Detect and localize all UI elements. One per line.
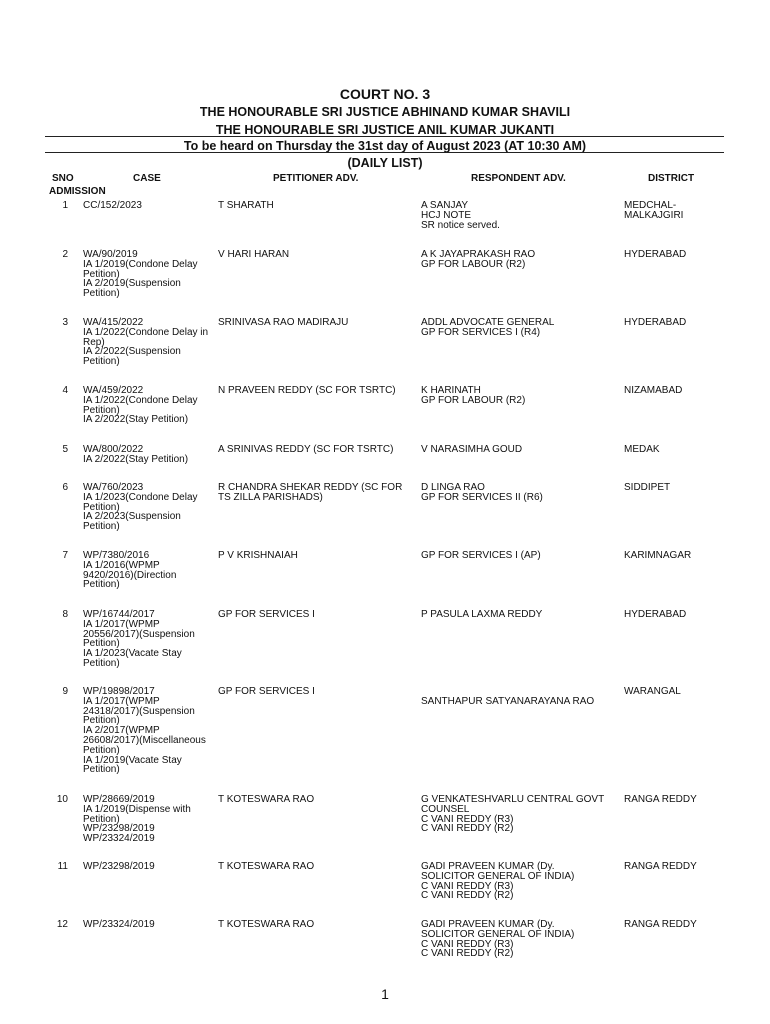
row-respondent-line: SANTHAPUR SATYANARAYANA RAO: [421, 695, 595, 707]
row-case-line: IA 1/2017(WPMP: [83, 618, 160, 630]
row-respondent: [421, 318, 626, 338]
judge-2-name: THE HONOURABLE SRI JUSTICE ANIL KUMAR JUKANTI: [215, 123, 555, 137]
row-case-line: Petition): [83, 404, 120, 416]
row-case-line: Petition): [83, 744, 120, 756]
row-district: [624, 386, 724, 396]
row-sno: 6: [62, 482, 68, 493]
row-respondent-line: C VANI REDDY (R3): [421, 938, 514, 950]
row-petitioner: [218, 610, 416, 620]
row-case-line: WA/415/2022: [83, 317, 144, 328]
row-case: [83, 687, 218, 775]
row-petitioner-line: N PRAVEEN REDDY (SC FOR TSRTC): [218, 385, 396, 396]
row-respondent-line: C VANI REDDY (R3): [421, 880, 514, 892]
row-petitioner: [218, 483, 416, 503]
row-respondent: [421, 795, 626, 834]
page-number: 1: [381, 986, 389, 1002]
row-case-line: WP/28669/2019: [83, 794, 155, 805]
row-case: [83, 386, 218, 425]
row-case-line: Petition): [83, 657, 120, 669]
section-heading: ADMISSION: [49, 186, 106, 197]
row-petitioner: [218, 386, 416, 396]
row-respondent-line: COUNSEL: [421, 803, 470, 815]
row-respondent: [421, 920, 626, 959]
row-case-line: 20556/2017)(Suspension: [83, 628, 195, 640]
row-sno: 12: [56, 919, 68, 930]
row-district-line: MALKAJGIRI: [624, 209, 684, 221]
row-district-line: RANGA REDDY: [624, 794, 697, 805]
row-respondent-line: C VANI REDDY (R2): [421, 890, 514, 902]
row-petitioner: [218, 445, 416, 455]
row-respondent-line: G VENKATESHVARLU CENTRAL GOVT: [421, 794, 605, 805]
row-case-line: Petition): [83, 638, 120, 650]
row-sno: 10: [56, 794, 68, 805]
row-respondent-line: ADDL ADVOCATE GENERAL: [421, 317, 555, 328]
row-case-line: Petition): [83, 268, 120, 280]
row-case-line: WA/760/2023: [83, 482, 144, 493]
row-district-line: RANGA REDDY: [624, 919, 697, 930]
row-case-line: IA 1/2022(Condone Delay: [83, 394, 198, 406]
row-district-line: HYDERABAD: [624, 609, 687, 620]
row-case-line: IA 1/2017(WPMP: [83, 695, 160, 707]
row-sno: 2: [62, 249, 68, 260]
row-petitioner-line: A SRINIVAS REDDY (SC FOR TSRTC): [218, 444, 394, 455]
row-case: [83, 862, 218, 872]
row-case: [83, 483, 218, 532]
row-case-line: WP/23298/2019: [83, 823, 155, 835]
row-respondent-line: P PASULA LAXMA REDDY: [421, 609, 543, 620]
row-district: [624, 250, 724, 260]
row-petitioner-line: T SHARATH: [218, 200, 274, 211]
row-petitioner: [218, 687, 416, 697]
row-case-line: IA 1/2022(Condone Delay in: [83, 326, 209, 338]
row-respondent-line: C VANI REDDY (R2): [421, 823, 514, 835]
row-case-line: IA 1/2023(Condone Delay: [83, 491, 198, 503]
row-case-line: WP/7380/2016: [83, 550, 150, 561]
row-petitioner-line: GP FOR SERVICES I: [218, 609, 315, 620]
row-district-line: HYDERABAD: [624, 317, 687, 328]
row-case: [83, 610, 218, 669]
row-district: [624, 687, 724, 697]
row-petitioner: [218, 250, 416, 260]
column-header-petitioner: PETITIONER ADV.: [273, 173, 359, 184]
row-case-line: IA 1/2019(Condone Delay: [83, 258, 198, 270]
row-case-line: IA 1/2016(WPMP: [83, 559, 160, 571]
row-district-line: MEDAK: [624, 444, 660, 455]
row-case-line: Petition): [83, 813, 120, 825]
row-case: [83, 795, 218, 844]
row-respondent-line: GP FOR SERVICES I (AP): [421, 550, 541, 561]
court-number: COURT NO. 3: [339, 86, 431, 102]
row-respondent: [421, 483, 626, 503]
row-respondent-line: A K JAYAPRAKASH RAO: [421, 249, 536, 260]
column-header-respondent: RESPONDENT ADV.: [471, 173, 566, 184]
row-sno: 7: [62, 550, 68, 561]
row-respondent: [421, 862, 626, 901]
row-district-line: NIZAMABAD: [624, 385, 683, 396]
row-respondent: [421, 250, 626, 270]
column-header-district: DISTRICT: [648, 173, 695, 184]
row-respondent-line: HCJ NOTE: [421, 209, 471, 221]
row-respondent-line: A SANJAY: [421, 200, 469, 211]
row-case-line: WA/800/2022: [83, 444, 144, 455]
row-respondent-line: GP FOR SERVICES II (R6): [421, 491, 543, 503]
row-case-line: Rep): [83, 336, 105, 348]
row-case-line: WP/23324/2019: [83, 833, 155, 845]
row-respondent: [421, 386, 626, 406]
row-case-line: WA/90/2019: [83, 249, 138, 260]
row-respondent: [421, 687, 626, 707]
row-respondent-line: C VANI REDDY (R3): [421, 813, 514, 825]
row-district: [624, 551, 724, 561]
row-case-line: IA 2/2022(Stay Petition): [83, 453, 189, 465]
row-respondent-line: GP FOR LABOUR (R2): [421, 394, 526, 406]
row-sno: 9: [62, 686, 68, 697]
row-petitioner-line: SRINIVASA RAO MADIRAJU: [218, 317, 349, 328]
row-sno: 4: [62, 385, 68, 396]
row-case-line: 24318/2017)(Suspension: [83, 705, 195, 717]
row-case-line: IA 2/2017(WPMP: [83, 725, 160, 737]
row-petitioner-line: T KOTESWARA RAO: [218, 919, 315, 930]
row-petitioner: [218, 920, 416, 930]
row-respondent-line: GADI PRAVEEN KUMAR (Dy.: [421, 861, 555, 872]
row-district-line: SIDDIPET: [624, 482, 671, 493]
hearing-schedule: To be heard on Thursday the 31st day of August 2023 (AT 10:30 AM): [183, 139, 587, 153]
row-petitioner-line: GP FOR SERVICES I: [218, 686, 315, 697]
row-respondent-line: GP FOR SERVICES I (R4): [421, 326, 541, 338]
row-case-line: IA 1/2019(Vacate Stay: [83, 754, 182, 766]
row-petitioner-line: R CHANDRA SHEKAR REDDY (SC FOR: [218, 482, 403, 493]
row-case: [83, 318, 218, 367]
row-case-line: WP/19898/2017: [83, 686, 155, 697]
row-district-line: MEDCHAL-: [624, 200, 677, 211]
column-header-case: CASE: [133, 173, 161, 184]
row-district: [624, 318, 724, 328]
column-header-sno: SNO: [52, 173, 74, 184]
row-case-line: IA 1/2023(Vacate Stay: [83, 648, 182, 660]
row-case-line: CC/152/2023: [83, 200, 142, 211]
row-district-line: KARIMNAGAR: [624, 550, 692, 561]
row-respondent-line: K HARINATH: [421, 385, 481, 396]
row-respondent-line: V NARASIMHA GOUD: [421, 444, 523, 455]
row-district-line: RANGA REDDY: [624, 861, 697, 872]
row-respondent: [421, 201, 626, 230]
row-respondent-line: D LINGA RAO: [421, 482, 485, 493]
row-case-line: Petition): [83, 521, 120, 533]
row-respondent: [421, 445, 626, 455]
row-petitioner: [218, 318, 416, 328]
row-petitioner-line: V HARI HARAN: [218, 249, 290, 260]
row-case-line: WA/459/2022: [83, 385, 144, 396]
row-respondent-line: SR notice served.: [421, 219, 500, 231]
row-case-line: Petition): [83, 501, 120, 513]
row-case-line: Petition): [83, 715, 120, 727]
row-case-line: WP/16744/2017: [83, 609, 155, 620]
row-petitioner-line: P V KRISHNAIAH: [218, 550, 298, 561]
row-respondent: [421, 610, 626, 620]
row-case-line: Petition): [83, 356, 120, 368]
row-respondent-line: C VANI REDDY (R2): [421, 948, 514, 960]
row-case-line: IA 1/2019(Dispense with: [83, 803, 191, 815]
row-respondent-line: SOLICITOR GENERAL OF INDIA): [421, 928, 575, 940]
row-case-line: 26608/2017)(Miscellaneous: [83, 734, 206, 746]
row-petitioner: [218, 551, 416, 561]
row-district: [624, 610, 724, 620]
row-petitioner-line: T KOTESWARA RAO: [218, 794, 315, 805]
row-respondent-line: GADI PRAVEEN KUMAR (Dy.: [421, 919, 555, 930]
row-case-line: IA 2/2023(Suspension: [83, 511, 181, 523]
row-case: [83, 250, 218, 299]
row-district: [624, 445, 724, 455]
row-petitioner-line: T KOTESWARA RAO: [218, 861, 315, 872]
row-district: [624, 483, 724, 493]
judge-1-name: THE HONOURABLE SRI JUSTICE ABHINAND KUMAR SHAVILI: [199, 105, 571, 119]
row-case-line: Petition): [83, 288, 120, 300]
row-case-line: 9420/2016)(Direction: [83, 569, 177, 581]
row-respondent-line: GP FOR LABOUR (R2): [421, 258, 526, 270]
row-district: [624, 862, 724, 872]
row-case-line: IA 2/2019(Suspension: [83, 278, 181, 290]
row-district: [624, 201, 724, 221]
row-case-line: IA 2/2022(Stay Petition): [83, 414, 189, 426]
row-petitioner: [218, 201, 416, 211]
schedule-divider: [45, 152, 724, 153]
row-petitioner: [218, 862, 416, 872]
row-case-line: WP/23298/2019: [83, 861, 155, 872]
row-sno: 5: [62, 444, 68, 455]
row-case-line: IA 2/2022(Suspension: [83, 346, 181, 358]
row-case-line: Petition): [83, 764, 120, 776]
row-district: [624, 795, 724, 805]
row-petitioner-line: TS ZILLA PARISHADS): [218, 491, 323, 503]
row-respondent: [421, 551, 626, 561]
row-case: [83, 445, 218, 465]
row-case-line: WP/23324/2019: [83, 919, 155, 930]
row-district: [624, 920, 724, 930]
row-petitioner: [218, 795, 416, 805]
row-sno: 3: [62, 317, 68, 328]
row-case: [83, 201, 218, 211]
list-type: (DAILY LIST): [347, 156, 423, 170]
row-case: [83, 920, 218, 930]
row-respondent-line: SOLICITOR GENERAL OF INDIA): [421, 870, 575, 882]
row-sno: 1: [62, 200, 68, 211]
row-district-line: WARANGAL: [624, 686, 681, 697]
row-sno: 8: [62, 609, 68, 620]
row-district-line: HYDERABAD: [624, 249, 687, 260]
row-sno: 11: [57, 861, 68, 872]
row-case-line: Petition): [83, 579, 120, 591]
row-case: [83, 551, 218, 590]
